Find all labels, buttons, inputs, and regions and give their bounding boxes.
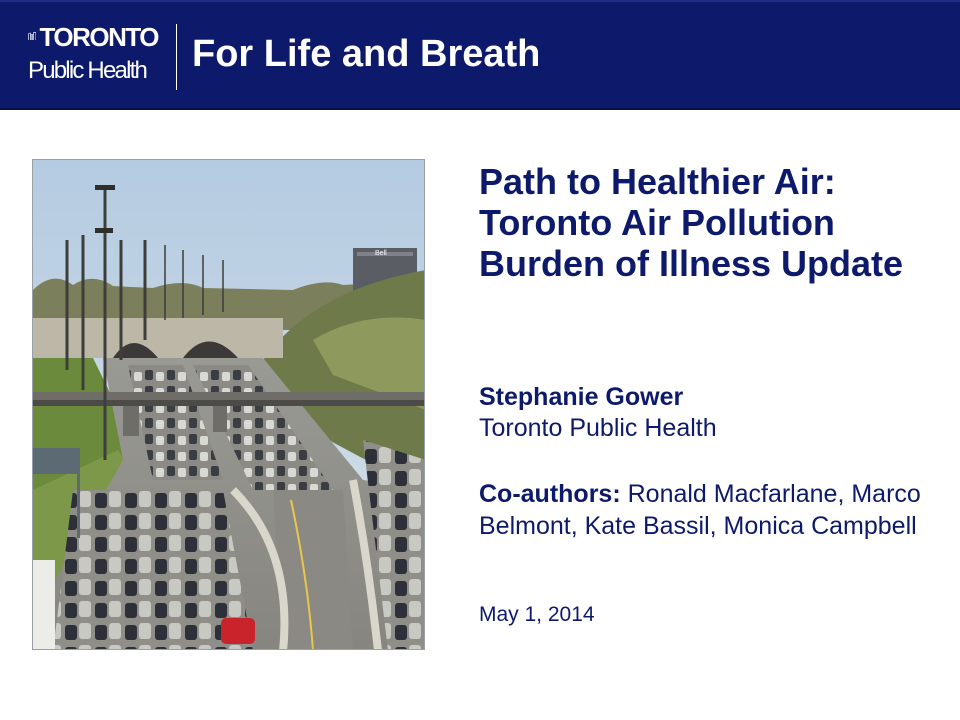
toronto-public-health-logo — [28, 16, 158, 96]
header-divider — [176, 24, 177, 90]
highway-photo — [32, 159, 425, 650]
coauthors-label: Co-authors: — [479, 480, 621, 508]
slide-title — [479, 161, 957, 284]
title-line: Burden of Illness Update — [479, 243, 904, 284]
logo-subtitle: Public Health — [28, 57, 147, 84]
title-line: Toronto Air Pollution — [479, 202, 835, 243]
coauthors — [479, 478, 957, 542]
presenter-organization: Toronto Public Health — [479, 414, 717, 442]
presentation-date: May 1, 2014 — [479, 603, 595, 626]
header-banner — [0, 0, 960, 110]
logo-wordmark: TORONTO — [39, 22, 158, 52]
presenter-name: Stephanie Gower — [479, 383, 684, 411]
coauthors-list: Ronald Macfarlane, Marco Belmont, Kate Bassil, Monica Campbell — [479, 480, 921, 540]
city-hall-towers-icon — [28, 20, 36, 52]
title-line: Path to Healthier Air: — [479, 161, 836, 202]
building-sign: Bell — [375, 250, 387, 257]
header-tagline: For Life and Breath — [192, 33, 541, 75]
